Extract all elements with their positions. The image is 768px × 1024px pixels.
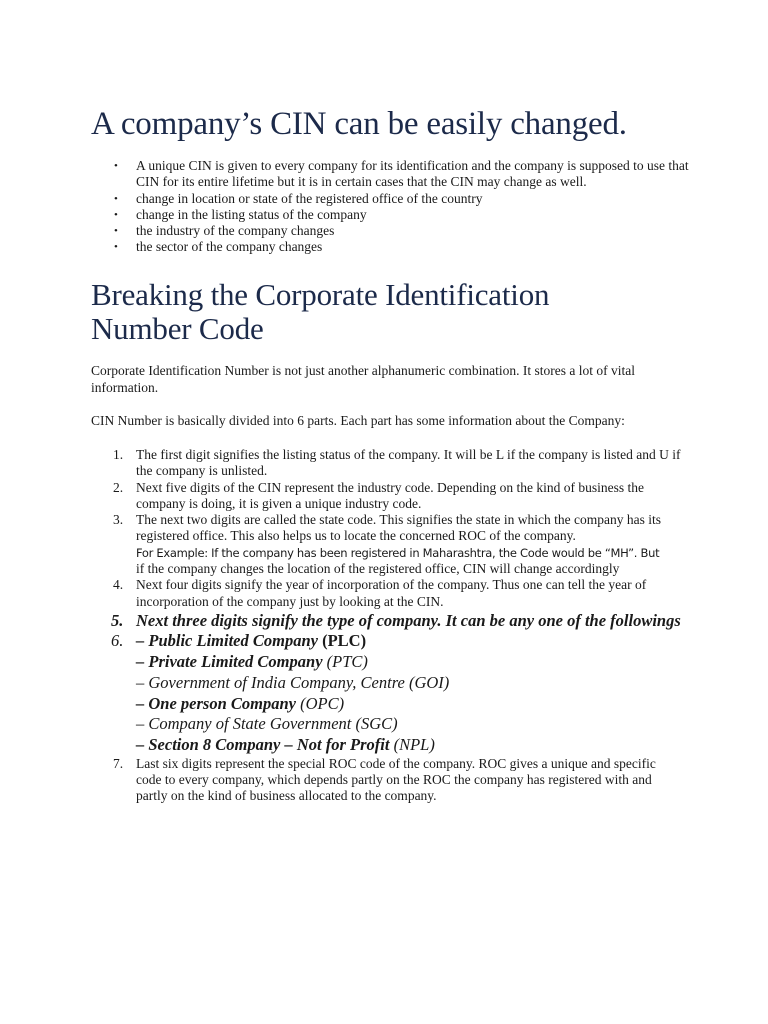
numbered-list — [91, 447, 681, 805]
bullet-icon: • — [114, 225, 118, 238]
list-item-3: 3. The next two digits are called the state code. This signifies the state in which the company has its registered office. This also helps us to locate the concerned ROC of the company. For Example: If the company has been registered in Maharashtra, the Code would be “MH”. But if the company changes the location of the registered office, CIN will change accordingly — [113, 512, 661, 577]
list-item-5: 5. Next three digits signify the type of company. It can be any one of the followings — [111, 610, 681, 630]
company-type-sgc: – Company of State Government (SGC) — [136, 714, 398, 734]
company-type-plc: – Public Limited Company (PLC) — [136, 631, 367, 651]
company-type-npl: – Section 8 Company – Not for Profit (NPL) — [136, 734, 435, 754]
list-item: • the sector of the company changes — [114, 239, 323, 255]
list-item-4: 4. Next four digits signify the year of incorporation of the company. Thus one can tell the year of incorporation of the company just by looking at the CIN. — [113, 577, 647, 609]
list-item-1: 1. The first digit signifies the listing status of the company. It will be L if the company is listed and U if the company is unlisted. — [113, 447, 681, 479]
parts-paragraph: CIN Number is basically divided into 6 parts. Each part has some information about the Company: — [91, 413, 625, 428]
company-type-goi: – Government of India Company, Centre (GOI) — [136, 672, 450, 692]
company-type-opc: – One person Company (OPC) — [136, 693, 345, 713]
list-item: • change in the listing status of the company — [114, 206, 367, 222]
heading-breaking-cin: Breaking the Corporate Identification Number Code — [91, 277, 550, 346]
intro-paragraph: Corporate Identification Number is not just another alphanumeric combination. It stores a lot of vital information. — [91, 363, 635, 395]
heading-cin-change: A company’s CIN can be easily changed. — [91, 106, 627, 142]
bullet-icon: • — [114, 208, 118, 221]
company-type-ptc: – Private Limited Company (PTC) — [136, 652, 368, 672]
list-item: • change in location or state of the registered office of the country — [114, 190, 483, 206]
bullet-list — [91, 158, 691, 256]
list-item-6: 6. – Public Limited Company (PLC) – Private Limited Company (PTC) – Government of India Company, Centre (GOI) – One person Company (OPC) – Company of State Government (SGC) – Section 8 Company – Not for Profit (NPL) — [91, 631, 681, 755]
bullet-icon: • — [114, 241, 118, 254]
list-item-2: 2. Next five digits of the CIN represent the industry code. Depending on the kind of business the company is doing, it is given a unique industry code. — [113, 479, 645, 511]
list-item: • A unique CIN is given to every company for its identification and the company is supposed to use that CIN for its entire lifetime but it is in certain cases that the CIN may change as well. — [114, 158, 689, 190]
bullet-icon: • — [114, 160, 118, 172]
list-item: • the industry of the company changes — [114, 223, 335, 239]
list-item-7: 7. Last six digits represent the special ROC code of the company. ROC gives a unique and specific code to every company, which depends partly on the ROC the company has registered with and partly on the kind of business allocated to the company. — [113, 755, 656, 804]
bullet-icon: • — [114, 192, 118, 205]
example-text: For Example: If the company has been registered in Maharashtra, the Code would be “MH”. But — [136, 545, 660, 560]
